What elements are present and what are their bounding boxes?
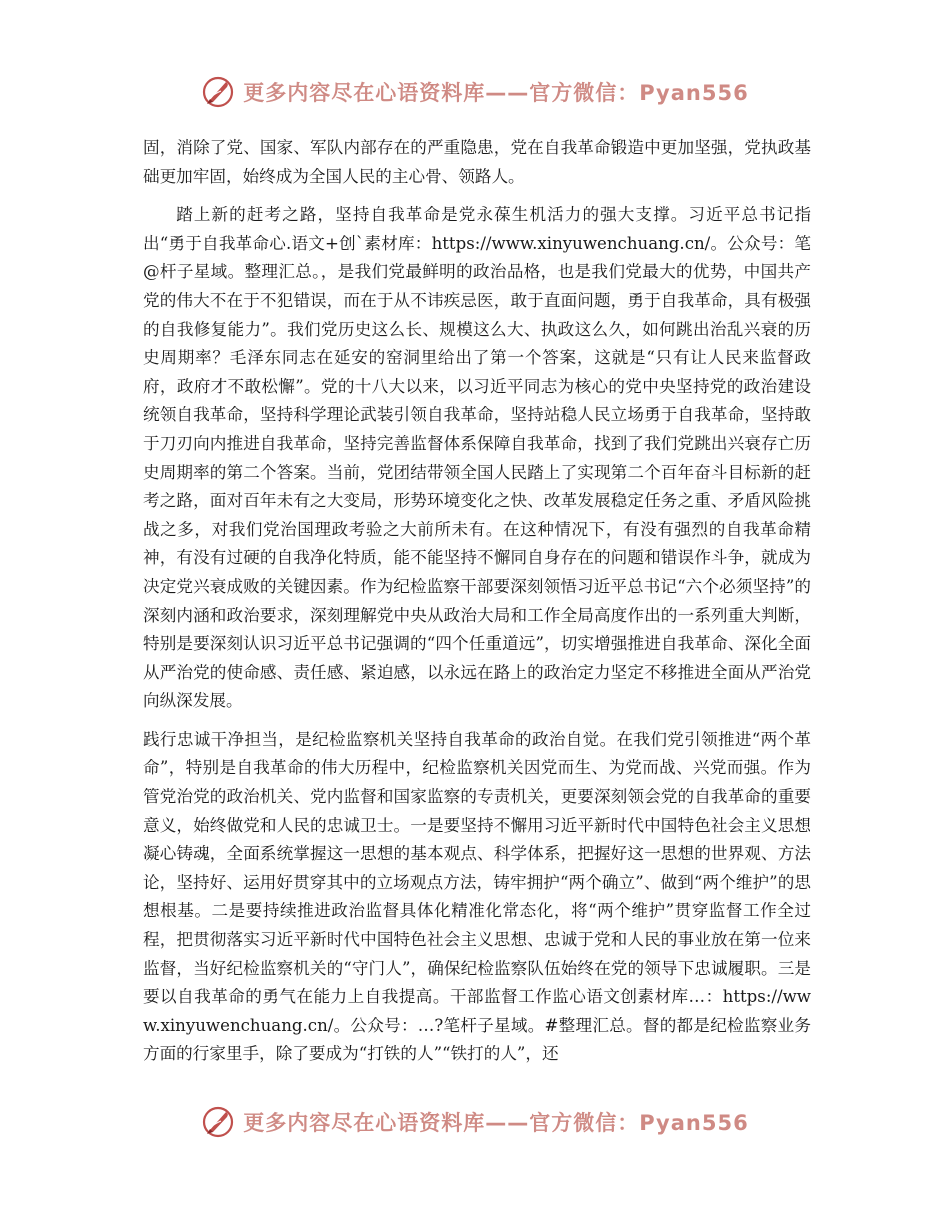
- footer-banner-text: 更多内容尽在心语资料库——官方微信：Pyan556: [243, 1111, 749, 1135]
- quill-pen-logo-icon: [201, 1105, 235, 1139]
- header-banner: [0, 70, 950, 114]
- header-banner-text: 更多内容尽在心语资料库——官方微信：Pyan556: [243, 81, 749, 105]
- footer-banner: [0, 1100, 950, 1144]
- paragraph-1: 固，消除了党、国家、军队内部存在的严重隐患，党在自我革命锻造中更加坚强，党执政基础更加牢固，始终成为全国人民的主心骨、领路人。: [143, 138, 811, 186]
- quill-pen-logo-icon: [201, 75, 235, 109]
- document-body: [143, 134, 811, 1079]
- paragraph-2: 踏上新的赶考之路，坚持自我革命是党永葆生机活力的强大支撑。习近平总书记指出“勇于自我革命心.语文+创`素材库：https://www.xinyuwenchuang.cn/。公众号：笔@杆子星域。整理汇总。，是我们党最鲜明的政治品格，也是我们党最大的优势，中国共产党的伟大不在于不犯错误，而在于从不讳疾忌医，敢于直面问题，勇于自我革命，具有极强的自我修复能力”。我们党历史这么长、规模这么大、执政这么久，如何跳出治乱兴衰的历史周期率？毛泽东同志在延安的窑洞里给出了第一个答案，这就是“只有让人民来监督政府，政府才不敢松懈”。党的十八大以来，以习近平同志为核心的党中央坚持党的政治建设统领自我革命，坚持科学理论武装引领自我革命，坚持站稳人民立场勇于自我革命，坚持敢于刀刃向内推进自我革命，坚持完善监督体系保障自我革命，找到了我们党跳出兴衰存亡历史周期率的第二个答案。当前，党团结带领全国人民踏上了实现第二个百年奋斗目标新的赶考之路，面对百年未有之大变局，形势环境变化之快、改革发展稳定任务之重、矛盾风险挑战之多，对我们党治国理政考验之大前所未有。在这种情况下，有没有强烈的自我革命精神，有没有过硬的自我净化特质，能不能坚持不懈同自身存在的问题和错误作斗争，就成为决定党兴衰成败的关键因素。作为纪检监察干部要深刻领悟习近平总书记“六个必须坚持”的深刻内涵和政治要求，深刻理解党中央从政治大局和工作全局高度作出的一系列重大判断，特别是要深刻认识习近平总书记强调的“四个任重道远”，切实增强推进自我革命、深化全面从严治党的使命感、责任感、紧迫感，以永远在路上的政治定力坚定不移推进全面从严治党向纵深发展。: [143, 205, 811, 711]
- paragraph-3: 践行忠诚干净担当，是纪检监察机关坚持自我革命的政治自觉。在我们党引领推进“两个革命”，特别是自我革命的伟大历程中，纪检监察机关因党而生、为党而战、兴党而强。作为管党治党的政治机关、党内监督和国家监察的专责机关，更要深刻领会党的自我革命的重要意义，始终做党和人民的忠诚卫士。一是要坚持不懈用习近平新时代中国特色社会主义思想凝心铸魂，全面系统掌握这一思想的基本观点、科学体系，把握好这一思想的世界观、方法论，坚持好、运用好贯穿其中的立场观点方法，铸牢拥护“两个确立”、做到“两个维护”的思想根基。二是要持续推进政治监督具体化精准化常态化，将“两个维护”贯穿监督工作全过程，把贯彻落实习近平新时代中国特色社会主义思想、忠诚于党和人民的事业放在第一位来监督，当好纪检监察机关的“守门人”，确保纪检监察队伍始终在党的领导下忠诚履职。三是要以自我革命的勇气在能力上自我提高。干部监督工作监心语文创素材库…：https://www.xinyuwenchuang.cn/。公众号：…?笔杆子星域。#整理汇总。督的都是纪检监察业务方面的行家里手，除了要成为“打铁的人”“铁打的人”，还: [143, 729, 811, 1064]
